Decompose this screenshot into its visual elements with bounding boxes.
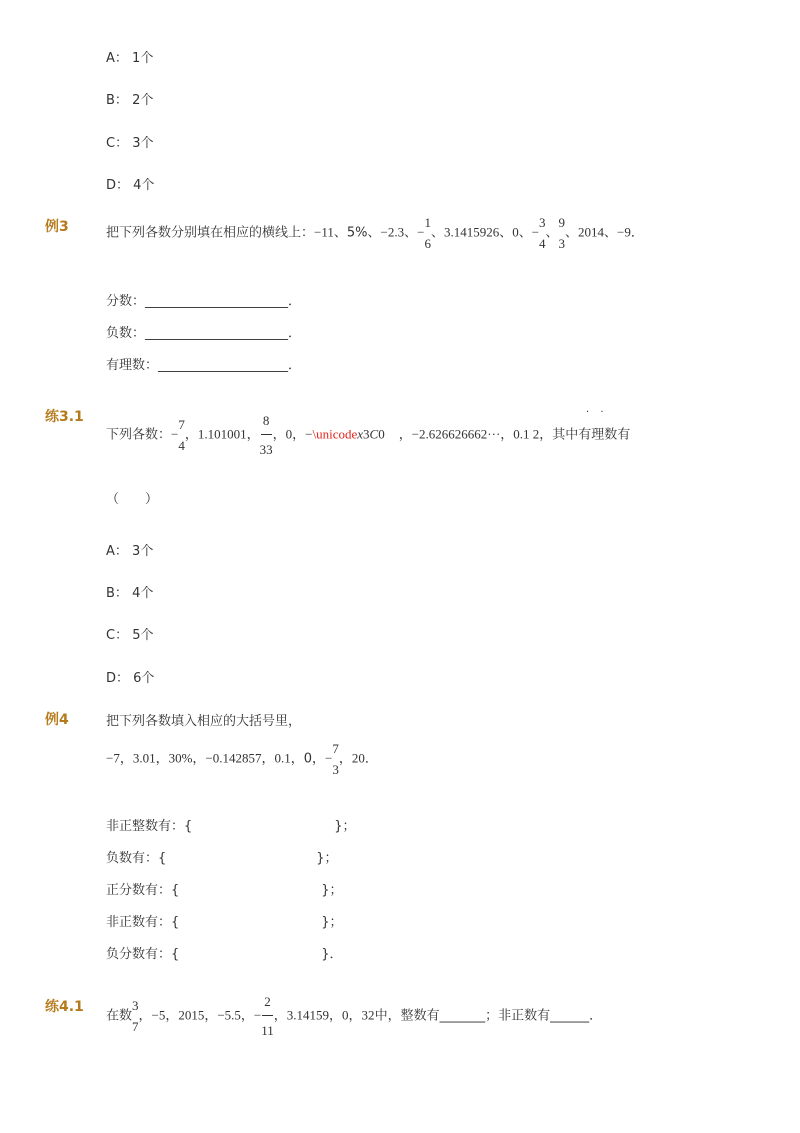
blank-row xyxy=(106,322,301,341)
set-row xyxy=(106,943,343,962)
set-row xyxy=(106,815,356,834)
practice-3-1-question xyxy=(106,414,630,456)
render-error-var: x xyxy=(357,426,364,442)
option-text: 5个 xyxy=(132,628,154,643)
period: ． xyxy=(630,225,644,241)
period: ． xyxy=(288,294,302,309)
option-d[interactable] xyxy=(106,174,154,193)
set-label: 非正整数有：{ xyxy=(106,819,193,834)
sign: − xyxy=(305,426,313,442)
num: ，3.14159，0，32 xyxy=(273,1007,375,1023)
example-4-label: 例4 xyxy=(45,712,69,728)
num: 0 xyxy=(303,751,313,767)
option-text: 4个 xyxy=(132,586,154,601)
set-label: 正分数有：{ xyxy=(106,883,180,898)
render-error-num: 3 xyxy=(363,426,370,442)
prompt: 下列各数： xyxy=(106,427,172,443)
option-key: A： xyxy=(106,51,128,66)
numerator: 7 xyxy=(178,417,185,432)
denominator: 3 xyxy=(558,236,566,251)
numerator: 2 xyxy=(264,994,271,1009)
numerator: 3 xyxy=(132,998,139,1013)
fraction-bar xyxy=(262,1015,273,1016)
blank-label: 负数： xyxy=(106,326,146,341)
num: ，−2.626626662···，0.1 2 xyxy=(398,426,540,442)
render-error-var: C xyxy=(369,426,379,442)
fraction xyxy=(539,216,546,250)
prompt: 把下列各数分别填在相应的横线上： xyxy=(106,225,315,241)
blank-label: 有理数： xyxy=(106,358,159,373)
set-row xyxy=(106,911,343,930)
set-close: }； xyxy=(321,883,343,898)
option-key: D： xyxy=(106,671,130,686)
set-close: }． xyxy=(321,947,343,962)
sign: − xyxy=(171,426,179,442)
set-label: 负数有：{ xyxy=(106,851,167,866)
option-text: 4个 xyxy=(133,178,155,193)
option-text: 3个 xyxy=(132,544,154,559)
sign: − xyxy=(417,224,425,240)
option-c[interactable] xyxy=(106,132,154,151)
fraction xyxy=(559,216,566,250)
render-error-num: 0 xyxy=(378,426,385,442)
set-close: }； xyxy=(334,819,356,834)
option-key: B： xyxy=(106,93,128,108)
practice-4-1-question xyxy=(106,995,602,1037)
tail: 中，整数有_______；非正数有______． xyxy=(374,1008,603,1024)
option-key: A： xyxy=(106,544,128,559)
denominator: 4 xyxy=(178,438,185,453)
option-key: C： xyxy=(106,628,129,643)
denominator: 6 xyxy=(424,236,431,251)
option-key: B： xyxy=(106,586,128,601)
fraction xyxy=(178,418,185,452)
option-text: 3个 xyxy=(132,136,154,151)
example-4-numbers xyxy=(106,742,378,776)
fraction xyxy=(260,414,273,456)
option-text: 2个 xyxy=(132,93,154,108)
answer-blank[interactable]: ______________________ xyxy=(145,294,289,309)
set-row xyxy=(106,847,338,866)
answer-paren: （ ） xyxy=(106,492,159,507)
option-key: D： xyxy=(106,178,130,193)
denominator: 11 xyxy=(261,1023,274,1038)
example-4-prompt: 把下列各数填入相应的大括号里， xyxy=(106,714,302,729)
answer-blank[interactable]: ____________________ xyxy=(158,358,289,373)
practice-3-1-label: 练3.1 xyxy=(45,409,84,425)
set-row xyxy=(106,879,343,898)
numerator: 7 xyxy=(332,741,339,756)
set-close: }； xyxy=(321,915,343,930)
option-key: C： xyxy=(106,136,129,151)
fraction xyxy=(132,999,139,1033)
set-close: }； xyxy=(316,851,338,866)
example-3-label: 例3 xyxy=(45,219,69,235)
denominator: 3 xyxy=(332,762,339,777)
denominator: 33 xyxy=(259,442,273,457)
option-a[interactable] xyxy=(106,47,153,66)
repeating-decimal-dots: · · xyxy=(586,407,608,418)
denominator: 4 xyxy=(539,236,546,251)
num: 、3.1415926、0、− xyxy=(430,224,540,240)
denominator: 7 xyxy=(132,1019,139,1034)
fraction xyxy=(332,742,339,776)
blank-row xyxy=(106,354,301,373)
practice-4-1-label: 练4.1 xyxy=(45,999,84,1015)
num: −11、 xyxy=(314,224,347,240)
tail: ，其中有理数有 xyxy=(539,427,631,443)
num: −7，3.01，30%，−0.142857，0.1， xyxy=(106,750,304,766)
option-text: 6个 xyxy=(133,671,155,686)
set-label: 负分数有：{ xyxy=(106,947,180,962)
num: ，1.101001， xyxy=(184,426,260,442)
blank-label: 分数： xyxy=(106,294,146,309)
num: −2.3、 xyxy=(380,224,418,240)
num: ，− xyxy=(312,750,333,766)
numerator: 8 xyxy=(262,413,270,428)
render-error-text: \unicode xyxy=(312,426,358,442)
num: ，−5，2015，−5.5，− xyxy=(138,1007,262,1023)
fraction xyxy=(424,216,431,250)
answer-blank[interactable]: ______________________ xyxy=(145,326,289,341)
option-d[interactable] xyxy=(106,667,154,686)
numerator: 1 xyxy=(424,215,431,230)
set-label: 非正数有：{ xyxy=(106,915,180,930)
option-a[interactable] xyxy=(106,540,153,559)
numerator: 9 xyxy=(558,215,566,230)
num: 、2014、−9 xyxy=(565,224,631,240)
num: 5%、 xyxy=(346,225,381,241)
option-text: 1个 xyxy=(132,51,154,66)
sep: 、 xyxy=(545,224,559,240)
option-c[interactable] xyxy=(106,624,154,643)
prefix: 在数 xyxy=(106,1008,133,1024)
blank-row xyxy=(106,290,301,309)
period: ． xyxy=(288,326,302,341)
option-b[interactable] xyxy=(106,89,153,108)
num: ，0， xyxy=(272,426,306,442)
fraction-bar xyxy=(261,434,272,435)
numerator: 3 xyxy=(539,215,546,230)
num: ，20． xyxy=(338,750,378,766)
option-b[interactable] xyxy=(106,582,153,601)
example-3-question xyxy=(106,216,644,250)
period: ． xyxy=(288,358,302,373)
fraction xyxy=(261,995,274,1037)
